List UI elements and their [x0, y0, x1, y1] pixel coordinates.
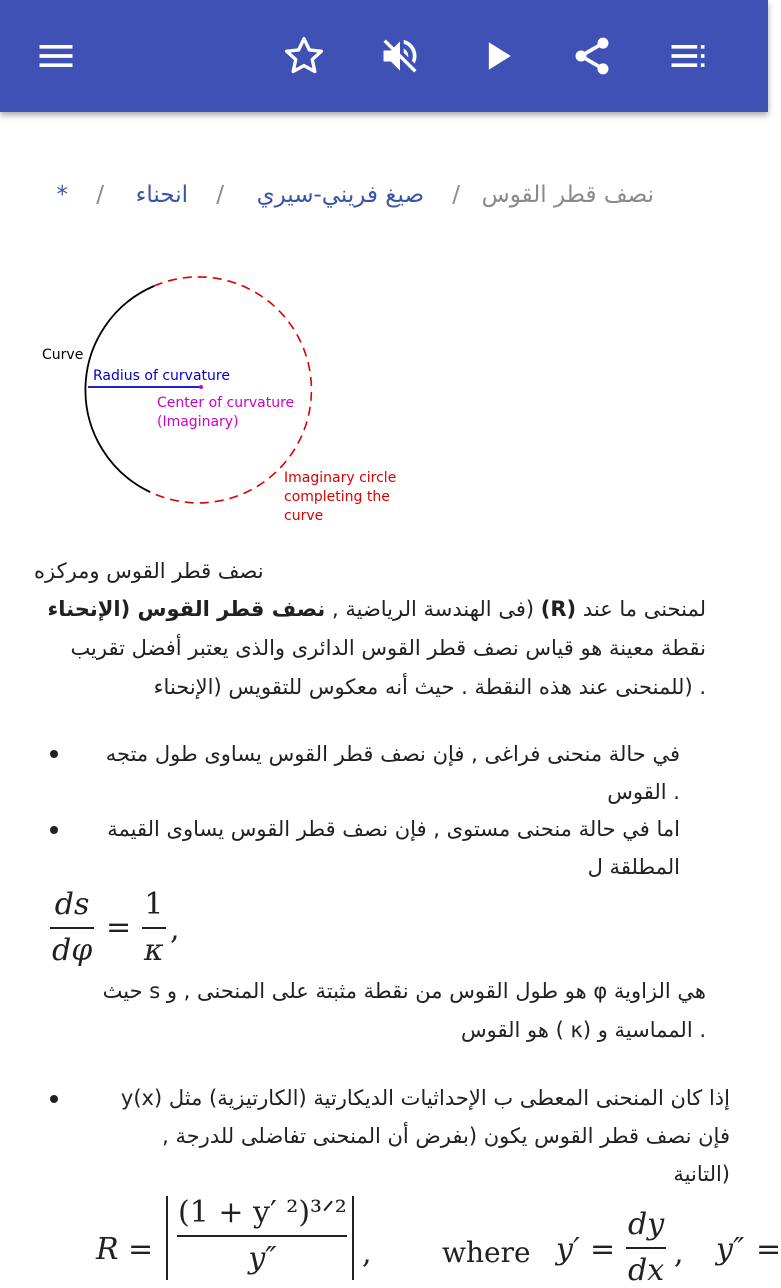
- curve-label: Curve: [42, 347, 84, 363]
- intro-line-3: . (للمنحنى عند هذه النقطة . حيث أنه معكوس للتقويس (الإنحناء: [153, 675, 706, 699]
- figure-caption: نصف قطر القوس ومركزه: [34, 559, 264, 583]
- intro-line-1: لمنحنى ما عند (R) (فى الهندسة الرياضية , نصف قطر القوس (الإنحناء: [47, 597, 706, 621]
- intro-paragraph: [34, 590, 706, 707]
- fraction-one-kappa: 1 κ: [144, 887, 164, 968]
- play-icon[interactable]: [468, 26, 528, 86]
- center-label-sub: (Imaginary): [157, 414, 239, 430]
- breadcrumb-link-root[interactable]: *: [56, 182, 68, 208]
- curvature-figure: [36, 266, 416, 528]
- fraction-ds-dphi: ds dφ: [52, 887, 93, 968]
- center-label: Center of curvature: [157, 395, 295, 411]
- breadcrumb-link-frenet[interactable]: صيغ فريني-سيري: [256, 182, 424, 208]
- curve-line: [85, 286, 154, 492]
- abs-bar-right: [352, 1196, 354, 1280]
- breadcrumb: [0, 182, 768, 222]
- circle-label-3: curve: [284, 508, 324, 524]
- bullet-marker: [50, 1095, 58, 1103]
- hamburger-menu-icon[interactable]: [26, 26, 86, 86]
- breadcrumb-separator: /: [452, 182, 460, 208]
- circle-label-2: completing the: [284, 489, 390, 505]
- intro-line-2: نقطة معينة هو قياس نصف قطر القوس الدائرى والذى يعتبر أفضل تقريب: [70, 636, 706, 660]
- fraction-dy-dx: dy dx: [628, 1207, 665, 1288]
- breadcrumb-separator: /: [96, 182, 104, 208]
- list-item: إذا كان المنحنى المعطى ب الإحداثيات الديكارتية (الكارتيزية) مثل (y(x فإن نصف قطر القوس يكون (بفرض أن المنحنى تفاضلى للدرجة , (التانية: [120, 1086, 730, 1186]
- bullet-marker: [50, 826, 58, 834]
- list-item: في حالة منحنى فراغى , فإن نصف قطر القوس يساوى طول متجه . القوس: [105, 742, 680, 804]
- definition-paragraph: هي الزاوية φ هو طول القوس من نقطة مثبتة على المنحنى , و s حيث . المماسية و (κ ) هو القوس: [102, 979, 706, 1042]
- playlist-icon[interactable]: [658, 26, 718, 86]
- app-toolbar: [0, 0, 768, 112]
- center-point: [199, 385, 203, 389]
- radius-label: Radius of curvature: [93, 368, 230, 384]
- share-icon[interactable]: [562, 26, 622, 86]
- star-outline-icon[interactable]: [274, 26, 334, 86]
- circle-label: Imaginary circle: [284, 470, 397, 486]
- fraction-radius: (1 + y′ ²)³ᐟ² y″: [178, 1195, 347, 1276]
- breadcrumb-link-curvature[interactable]: انحناء: [135, 182, 188, 208]
- breadcrumb-current: نصف قطر القوس: [481, 182, 654, 208]
- abs-bar-left: [166, 1196, 168, 1280]
- bullet-marker: [50, 750, 58, 758]
- list-item: اما في حالة منحنى مستوى , فإن نصف قطر القوس يساوى القيمة المطلقة ل: [107, 817, 680, 879]
- breadcrumb-separator: /: [216, 182, 224, 208]
- volume-off-icon[interactable]: [370, 26, 430, 86]
- imaginary-circle: [150, 277, 311, 503]
